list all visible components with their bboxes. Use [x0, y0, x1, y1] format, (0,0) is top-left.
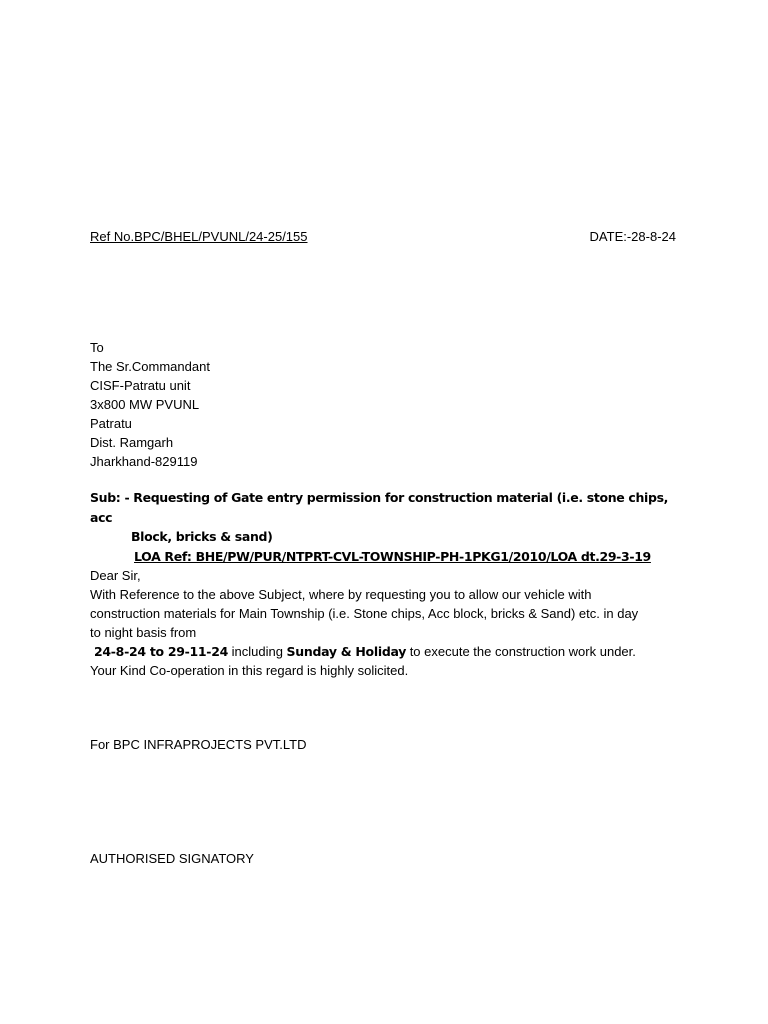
body-line: construction materials for Main Township (i.e. Stone chips, Acc block, bricks & Sand) etc. in day	[90, 606, 639, 621]
loa-reference: LOA Ref: BHE/PW/PUR/NTPRT-CVL-TOWNSHIP-PH-1PKG1/2010/LOA dt.29-3-19	[134, 548, 651, 564]
date-range: 24-8-24 to 29-11-24	[94, 644, 228, 659]
body-line: to night basis from	[90, 625, 197, 640]
address-line: 3x800 MW PVUNL	[90, 397, 200, 412]
address-line: CISF-Patratu unit	[90, 378, 191, 393]
company-name: For BPC INFRAPROJECTS PVT.LTD	[90, 737, 307, 752]
date-range-line	[90, 642, 690, 661]
reference-line	[90, 228, 676, 245]
address-line: To	[90, 340, 104, 355]
address-line: The Sr.Commandant	[90, 359, 210, 374]
subject-line: Sub: - Requesting of Gate entry permission for construction material (i.e. stone chips, acc	[90, 490, 669, 525]
recipient-address	[90, 338, 210, 471]
reference-number: Ref No.BPC/BHEL/PVUNL/24-25/155	[90, 229, 308, 244]
subject-block	[90, 488, 690, 566]
authorised-signatory: AUTHORISED SIGNATORY	[90, 851, 254, 866]
address-line: Dist. Ramgarh	[90, 435, 174, 450]
letter-body	[90, 566, 690, 680]
tail-text: to execute the construction work under.	[406, 644, 636, 659]
body-line: With Reference to the above Subject, where by requesting you to allow our vehicle with	[90, 587, 592, 602]
address-line: Jharkhand-829119	[90, 454, 198, 469]
subject-line-continued: Block, bricks & sand)	[131, 529, 273, 544]
salutation: Dear Sir,	[90, 568, 141, 583]
days-text: Sunday & Holiday	[286, 644, 407, 659]
closing-line: Your Kind Co-operation in this regard is highly solicited.	[90, 663, 409, 678]
letter-date: DATE:-28-8-24	[589, 229, 676, 244]
including-text: including	[228, 644, 287, 659]
address-line: Patratu	[90, 416, 132, 431]
